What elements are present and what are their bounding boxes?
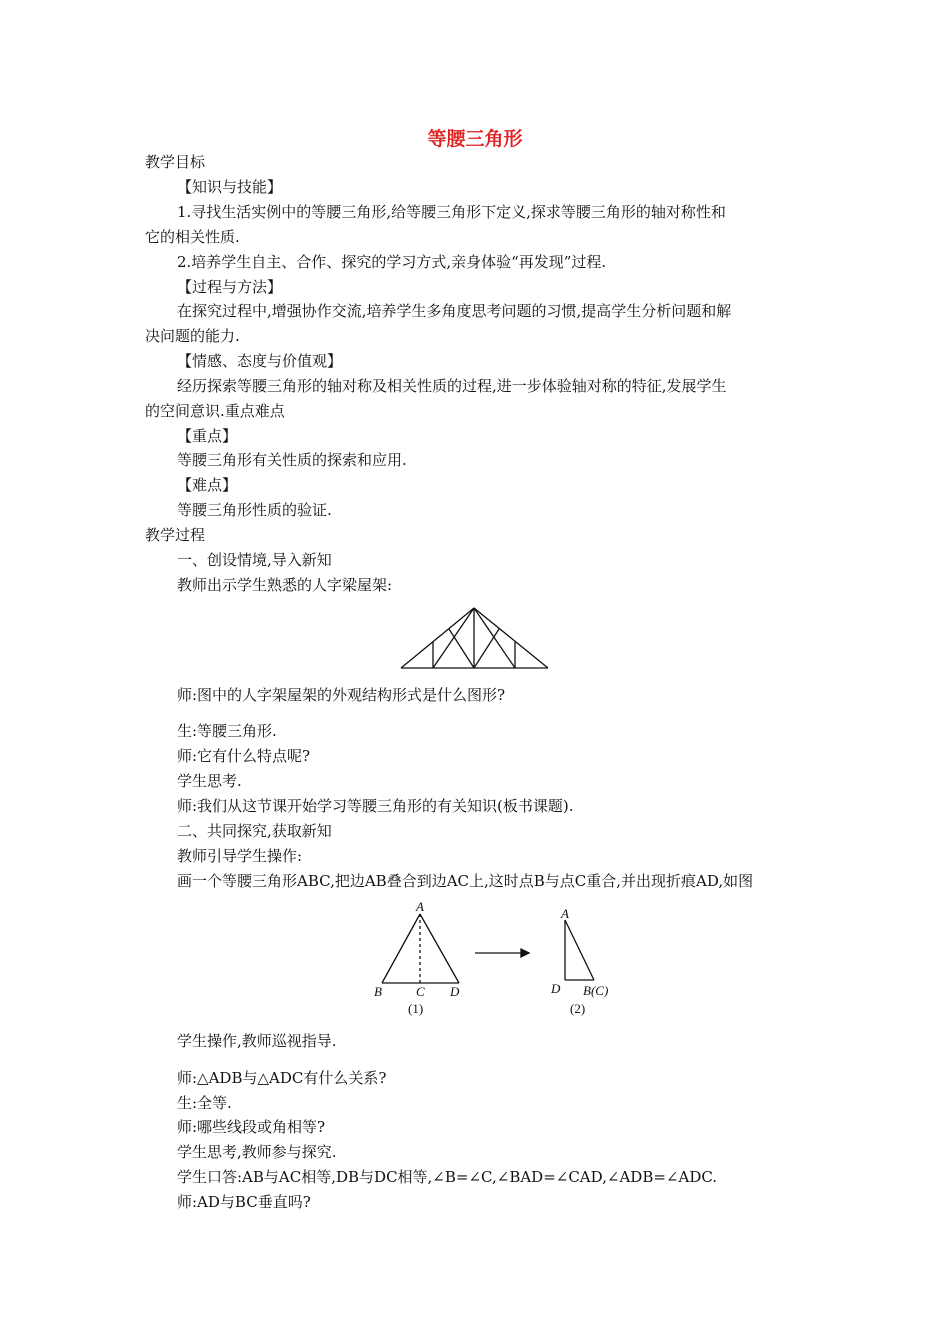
label-b1: B [374,984,382,999]
paragraph-key-point: 等腰三角形有关性质的探索和应用. [177,451,407,469]
caption-figure-2: (2) [570,1001,586,1016]
label-c1: C [416,984,425,999]
teacher-question-2: 师:它有什么特点呢? [177,747,311,765]
label-a1: A [416,899,424,914]
student-answer-6: 学生口答:AB与AC相等,DB与DC相等,∠B=∠C,∠BAD=∠CAD,∠ADB=∠ADC. [177,1168,718,1186]
paragraph-goal-1-line-2: 它的相关性质. [145,228,240,246]
student-answer-4: 生:全等. [177,1094,232,1112]
paragraph-roof-intro: 教师出示学生熟悉的人字梁屋架: [177,576,393,594]
subheading-key-point: 【重点】 [177,427,238,445]
teacher-question-1: 师:图中的人字架屋架的外观结构形式是什么图形? [177,686,506,704]
student-answer-2: 学生思考. [177,772,242,790]
paragraph-process-line-1: 在探究过程中,增强协作交流,培养学生多角度思考问题的习惯,提高学生分析问题和解 [177,302,732,320]
teacher-question-5: 师:哪些线段或角相等? [177,1118,326,1136]
teacher-question-6: 师:AD与BC垂直吗? [177,1193,311,1211]
paragraph-guide: 教师引导学生操作: [177,847,303,865]
section-heading-process: 教学过程 [145,526,206,544]
caption-figure-1: (1) [408,1001,424,1016]
paragraph-emotion-line-2: 的空间意识.重点难点 [145,402,285,420]
label-a2: A [561,906,569,921]
teacher-statement-3: 师:我们从这节课开始学习等腰三角形的有关知识(板书课题). [177,797,574,815]
subheading-emotion-values: 【情感、态度与价值观】 [177,352,343,370]
paragraph-fold-instruction: 画一个等腰三角形ABC,把边AB叠合到边AC上,这时点B与点C重合,并出现折痕AD,如图 [177,872,754,890]
paragraph-process-line-2: 决问题的能力. [145,327,240,345]
section-1-heading: 一、创设情境,导入新知 [177,551,332,569]
section-heading-goals: 教学目标 [145,153,206,171]
subheading-process-method: 【过程与方法】 [177,278,283,296]
paragraph-goal-1-line-1: 1.寻找生活实例中的等腰三角形,给等腰三角形下定义,探求等腰三角形的轴对称性和 [177,203,726,221]
student-answer-5: 学生思考,教师参与探究. [177,1143,337,1161]
paragraph-student-operate: 学生操作,教师巡视指导. [177,1032,337,1050]
label-bc2: B(C) [583,983,609,998]
paragraph-emotion-line-1: 经历探索等腰三角形的轴对称及相关性质的过程,进一步体验轴对称的特征,发展学生 [177,377,727,395]
page-title: 等腰三角形 [427,128,523,150]
label-d1: D [450,984,460,999]
paragraph-goal-2: 2.培养学生自主、合作、探究的学习方式,亲身体验“再发现”过程. [177,253,607,271]
subheading-difficulty: 【难点】 [177,476,238,494]
section-2-heading: 二、共同探究,获取新知 [177,822,332,840]
student-answer-1: 生:等腰三角形. [177,722,277,740]
subheading-knowledge-skills: 【知识与技能】 [177,178,283,196]
teacher-question-4: 师:△ADB与△ADC有什么关系? [177,1069,387,1087]
paragraph-difficulty: 等腰三角形性质的验证. [177,501,332,519]
label-d2: D [551,981,561,996]
